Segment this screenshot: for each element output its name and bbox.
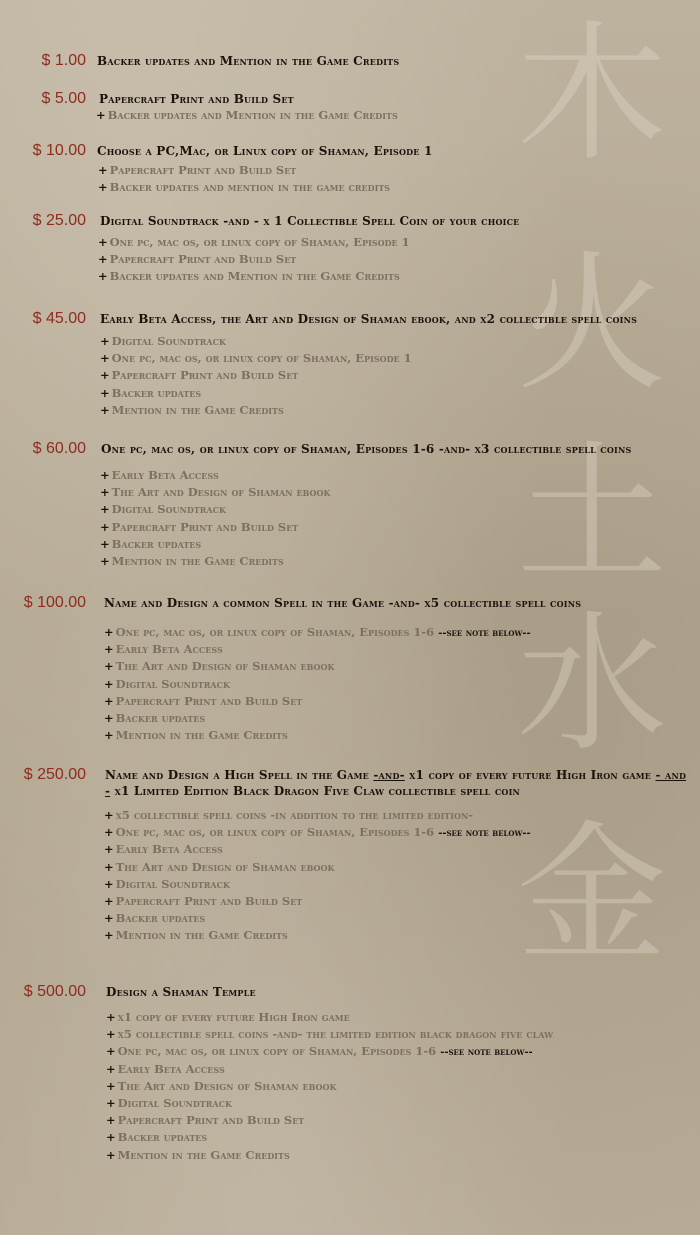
tier-title: Choose a PC,Mac, or Linux copy of Shaman, Episode 1: [97, 144, 433, 158]
tier-title: Name and Design a High Spell in the Game -and- x1 copy of every future High Iron game - and - x1 Limited Edition Black Dragon Five Claw collectible spell coin: [105, 768, 687, 798]
perk-item: + Backer updates and Mention in the Game Credits: [98, 269, 400, 284]
tier-price: $ 10.00: [32, 142, 86, 159]
plus-icon: +: [106, 1095, 116, 1110]
perk-item: + Digital Soundtrack: [106, 1095, 232, 1110]
perk-list: [98, 162, 390, 196]
tier-price: $ 500.00: [23, 983, 86, 1000]
plus-icon: +: [100, 402, 110, 417]
tier-title: Design a Shaman Temple: [106, 985, 256, 999]
perk-item: + The Art and Design of Shaman ebook: [106, 1078, 337, 1093]
tier-title: Early Beta Access, the Art and Design of Shaman ebook, and x2 collectible spell coins: [100, 312, 638, 326]
perk-item: + One pc, mac os, or linux copy of Shaman, Episodes 1-6 --see note below--: [104, 825, 531, 840]
tier-title: Digital Soundtrack -and - x 1 Collectible Spell Coin of your choice: [100, 214, 520, 228]
plus-icon: +: [104, 928, 114, 943]
tier-price: $ 5.00: [41, 90, 86, 107]
plus-icon: +: [100, 502, 110, 517]
tier-price: $ 45.00: [32, 310, 86, 327]
perk-item: + Early Beta Access: [104, 842, 223, 857]
plus-icon: +: [104, 642, 114, 657]
plus-icon: +: [100, 385, 110, 400]
watermark-char-earth: 土: [516, 428, 667, 602]
see-note: --see note below--: [438, 828, 531, 840]
plus-icon: +: [100, 485, 110, 500]
perk-item: + Papercraft Print and Build Set: [98, 163, 297, 177]
perk-list: [104, 807, 531, 945]
plus-icon: +: [98, 235, 108, 249]
plus-icon: +: [106, 1130, 116, 1145]
perk-list: [100, 467, 330, 570]
see-note: --see note below--: [440, 1047, 533, 1059]
plus-icon: +: [104, 693, 114, 708]
plus-icon: +: [104, 859, 114, 874]
plus-icon: +: [104, 825, 114, 840]
perk-item: + Papercraft Print and Build Set: [106, 1113, 305, 1128]
perk-item: + x5 collectible spell coins -in addition to the limited edition-: [104, 808, 474, 822]
plus-icon: +: [100, 368, 110, 383]
perk-item: + Early Beta Access: [104, 642, 223, 657]
plus-icon: +: [104, 842, 114, 857]
plus-icon: +: [100, 334, 110, 348]
perk-item: + Mention in the Game Credits: [100, 553, 284, 568]
plus-icon: +: [104, 710, 114, 725]
perk-item: + x1 copy of every future High Iron game: [106, 1010, 350, 1024]
plus-icon: +: [106, 1027, 116, 1042]
plus-icon: +: [106, 1147, 116, 1162]
perk-item: + Digital Soundtrack: [104, 676, 230, 691]
plus-icon: +: [104, 876, 114, 891]
perk-item: + Papercraft Print and Build Set: [100, 519, 299, 534]
plus-icon: +: [98, 269, 108, 284]
perk-list: [100, 333, 412, 419]
perk-item: + Backer updates and mention in the game credits: [98, 180, 391, 195]
tier-title: Name and Design a common Spell in the Game -and- x5 collectible spell coins: [104, 596, 582, 610]
tier-title: Papercraft Print and Build Set: [99, 92, 294, 106]
perk-list: [98, 234, 410, 286]
tier-title: Backer updates and Mention in the Game Credits: [97, 54, 400, 68]
tier-price: $ 60.00: [32, 440, 86, 457]
plus-icon: +: [104, 893, 114, 908]
perk-item: + The Art and Design of Shaman ebook: [104, 859, 335, 874]
perk-item: + Backer updates: [104, 911, 206, 926]
perk-item: + Backer updates: [100, 385, 202, 400]
plus-icon: +: [106, 1078, 116, 1093]
plus-icon: +: [100, 553, 110, 568]
watermark-char-fire: 火: [516, 238, 667, 412]
plus-icon: +: [106, 1044, 116, 1059]
plus-icon: +: [100, 468, 110, 482]
perk-item: + One pc, mac os, or linux copy of Shaman, Episode 1: [98, 235, 410, 249]
watermark-char-water: 水: [516, 598, 667, 772]
plus-icon: +: [104, 911, 114, 926]
perk-item: + Backer updates: [106, 1130, 208, 1145]
plus-icon: +: [100, 536, 110, 551]
tier-price: $ 250.00: [23, 766, 86, 783]
perk-item: + Papercraft Print and Build Set: [98, 252, 297, 267]
see-note: --see note below--: [438, 628, 531, 639]
perk-item: + Papercraft Print and Build Set: [104, 693, 303, 708]
plus-icon: +: [100, 351, 110, 366]
plus-icon: +: [104, 808, 114, 822]
plus-icon: +: [98, 163, 108, 177]
perk-list: [106, 1009, 553, 1164]
perk-item: + Early Beta Access: [100, 468, 219, 482]
perk-item: + Mention in the Game Credits: [100, 402, 284, 417]
plus-icon: +: [96, 108, 106, 122]
plus-icon: +: [106, 1061, 116, 1076]
perk-item: + Backer updates: [104, 710, 206, 725]
tier-price: $ 100.00: [23, 594, 86, 611]
perk-item: + x5 collectible spell coins -and- the limited edition black dragon five claw: [106, 1027, 554, 1042]
plus-icon: +: [104, 728, 114, 743]
perk-item: + Backer updates: [100, 536, 202, 551]
plus-icon: +: [104, 659, 114, 674]
perk-item: + Mention in the Game Credits: [104, 928, 288, 943]
perk-item: + The Art and Design of Shaman ebook: [104, 659, 335, 674]
plus-icon: +: [104, 676, 114, 691]
tier-price: $ 25.00: [32, 212, 86, 229]
plus-icon: +: [106, 1010, 116, 1024]
perk-item: + One pc, mac os, or linux copy of Shaman, Episodes 1-6 --see note below--: [106, 1044, 533, 1059]
plus-icon: +: [100, 519, 110, 534]
perk-item: + Digital Soundtrack: [100, 334, 226, 348]
perk-item: + Backer updates and Mention in the Game Credits: [96, 108, 398, 122]
plus-icon: +: [98, 252, 108, 267]
watermark-char-metal: 金: [516, 808, 667, 982]
tier-price: $ 1.00: [41, 52, 86, 69]
perk-item: + Papercraft Print and Build Set: [104, 893, 303, 908]
perk-item: + Mention in the Game Credits: [106, 1147, 290, 1162]
perk-list: [104, 624, 531, 744]
perk-list: [96, 107, 398, 124]
perk-item: + The Art and Design of Shaman ebook: [100, 485, 331, 500]
perk-item: + Early Beta Access: [106, 1061, 225, 1076]
perk-item: + Digital Soundtrack: [104, 876, 230, 891]
perk-item: + Mention in the Game Credits: [104, 728, 288, 743]
perk-item: + One pc, mac os, or linux copy of Shaman, Episodes 1-6 --see note below--: [104, 625, 531, 639]
perk-item: + Digital Soundtrack: [100, 502, 226, 517]
plus-icon: +: [106, 1113, 116, 1128]
perk-item: + One pc, mac os, or linux copy of Shaman, Episode 1: [100, 351, 412, 366]
watermark-char-wood: 木: [516, 8, 667, 182]
plus-icon: +: [98, 180, 108, 195]
tier-title: One pc, mac os, or linux copy of Shaman, Episodes 1-6 -and- x3 collectible spell coins: [101, 442, 632, 456]
perk-item: + Papercraft Print and Build Set: [100, 368, 299, 383]
plus-icon: +: [104, 625, 114, 639]
